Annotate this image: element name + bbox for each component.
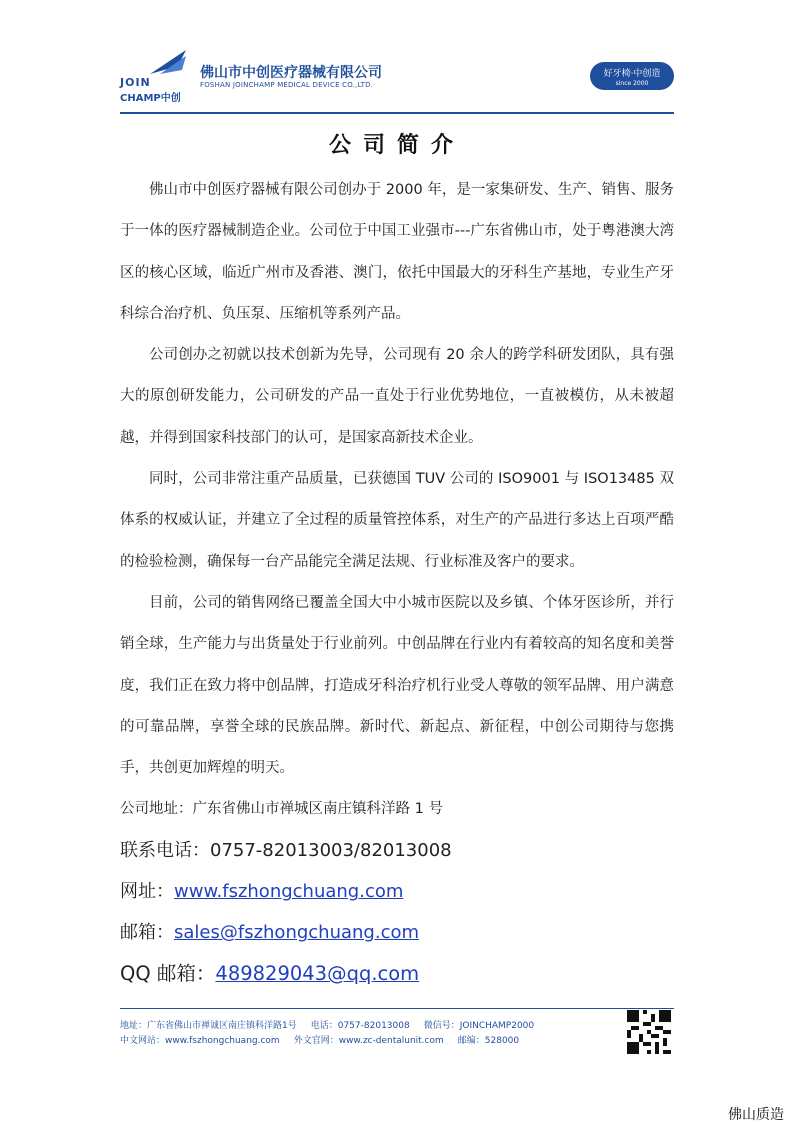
slogan-badge [590,62,674,90]
footer-address: 地址：广东省佛山市禅诚区南庄镇科洋路1号 [120,1021,297,1031]
logo-wing-icon [120,48,190,78]
address-value: 广东省佛山市禅城区南庄镇科洋路 1 号 [192,801,443,818]
slogan-text: 好牙椅·中创造 [603,69,661,79]
contact-qq-email [120,953,674,994]
company-address [120,789,674,830]
footer-site-en: 外文官网：www.zc-dentalunit.com [293,1036,444,1046]
qr-code-icon [627,1010,671,1054]
company-name-cn: 佛山市中创医疗器械有限公司 [200,65,382,81]
contact-website [120,871,674,912]
paragraph-quality: 同时，公司非常注重产品质量，已获德国 TUV 公司的 ISO9001 与 ISO13485 双体系的权威认证，并建立了全过程的质量管控体系，对生产的产品进行多达上百项严酷的检验检测，确保每一台产品能完全满足法规、行业标准及客户的要求。 [120,471,674,570]
website-label: 网址： [120,881,174,903]
footer-postcode: 邮编：528000 [457,1036,520,1046]
logo-join-text: JOIN [120,76,151,89]
paragraph-innovation: 公司创办之初就以技术创新为先导，公司现有 20 余人的跨学科研发团队，具有强大的原创研发能力，公司研发的产品一直处于行业优势地位，一直被模仿，从未被超越，并得到国家科技部门的认可，是国家高新技术企业。 [120,347,674,446]
paragraph-market: 目前，公司的销售网络已覆盖全国大中小城市医院以及乡镇、个体牙医诊所，并行销全球，生产能力与出货量处于行业前列。中创品牌在行业内有着较高的知名度和美誉度，我们正在致力将中创品牌，打造成牙科治疗机行业受人尊敬的领军品牌、用户满意的可靠品牌，享誉全球的民族品牌。新时代、新起点、新征程，中创公司期待与您携手，共创更加辉煌的明天。 [120,594,674,777]
qq-email-label: QQ 邮箱： [120,962,216,986]
contact-email [120,912,674,953]
footer-info [120,1019,620,1049]
footer-phone: 电话：0757-82013008 [310,1021,410,1031]
joinchamp-logo [120,48,190,104]
email-label: 邮箱： [120,922,174,944]
header-divider [120,112,674,114]
logo-champ-text: CHAMP中创 [120,93,181,104]
paragraph-intro: 佛山市中创医疗器械有限公司创办于 2000 年，是一家集研发、生产、销售、服务于一体的医疗器械制造企业。公司位于中国工业强市---广东省佛山市，处于粤港澳大湾区的核心区域，临近广州市及香港、澳门，依托中国最大的牙科生产基地，专业生产牙科综合治疗机、负压泵、压缩机等系列产品。 [120,182,674,322]
phone-value: 0757-82013003/82013008 [210,840,452,862]
company-name-en: FOSHAN JOINCHAMP MEDICAL DEVICE CO.,LTD. [200,81,374,89]
document-body [120,170,674,994]
page-title: 公司简介 [328,133,465,158]
footer-wechat: 微信号：JOINCHAMP2000 [423,1021,535,1031]
qq-email-link[interactable]: 489829043@qq.com [215,962,420,986]
phone-label: 联系电话： [120,840,210,862]
address-label: 公司地址： [120,801,193,818]
footer-site-cn: 中文网站：www.fszhongchuang.com [120,1036,280,1046]
letterhead [0,0,794,120]
website-link[interactable]: www.fszhongchuang.com [174,881,404,903]
corner-note: 佛山质造 [728,1107,784,1123]
footer-divider [120,1008,674,1009]
footer-row-1 [120,1019,620,1034]
contact-phone [120,830,674,871]
since-text: since 2000 [615,80,649,87]
footer-row-2 [120,1034,620,1049]
email-link[interactable]: sales@fszhongchuang.com [174,922,420,944]
